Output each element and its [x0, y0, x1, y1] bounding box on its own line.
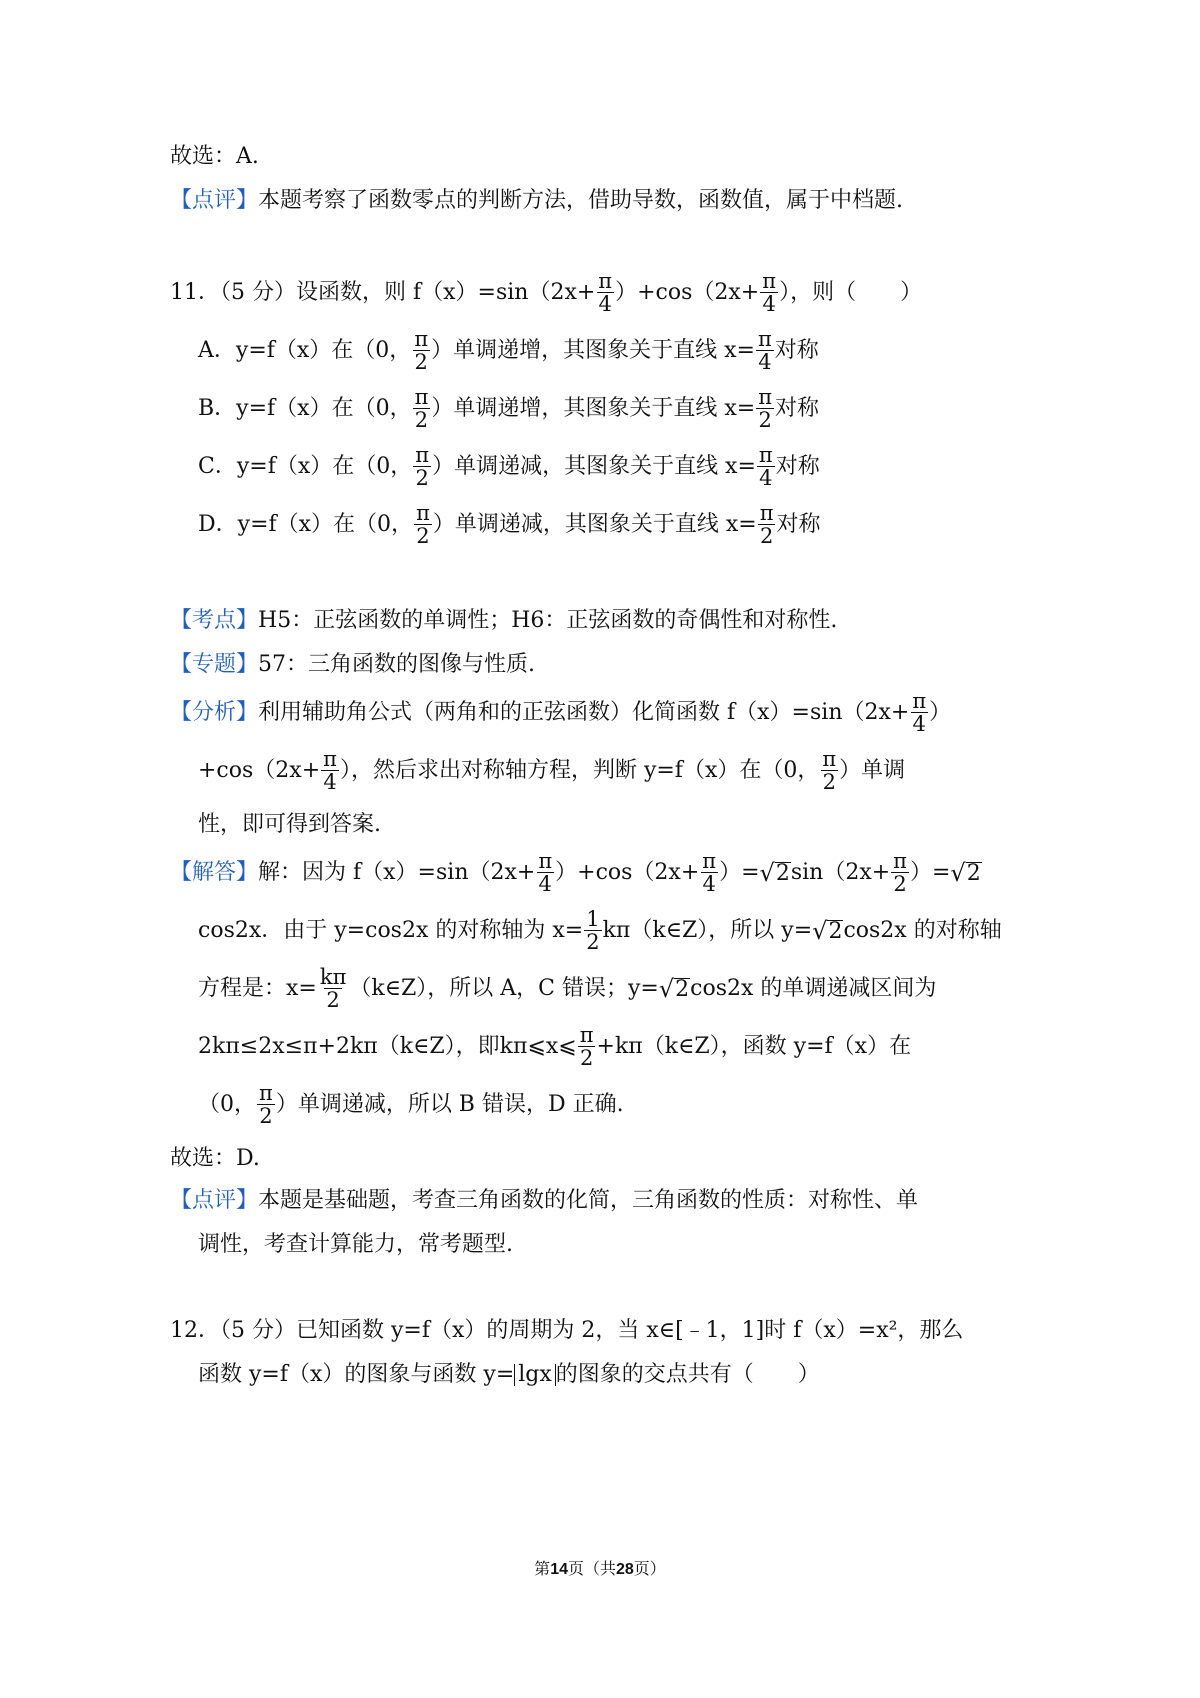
- frac-den: 2: [326, 988, 340, 1012]
- frac-den: 4: [758, 350, 772, 374]
- fenxi-text: ），然后求出对称轴方程，判断 y=f（x）在（0，: [339, 757, 820, 783]
- jieda-text: 2kπ≤2x≤π+2kπ（k∈Z），即: [198, 1033, 500, 1059]
- q12-text: 12．（5 分）已知函数 y=f（x）的周期为 2，当 x∈[﹣1，1]时 f（x）=x²，那么: [170, 1318, 964, 1343]
- jieda-text: +kπ（k∈Z），函数 y=f（x）在: [596, 1033, 912, 1059]
- jieda-text: 方程是：x=: [198, 975, 317, 1001]
- fraction-pi-over-2: [758, 502, 776, 547]
- option-d: [198, 502, 821, 547]
- question-11-stem: [170, 270, 922, 315]
- choice-11: [170, 1148, 260, 1170]
- fraction-pi-over-2: [891, 850, 909, 895]
- option-text: ）单调递增，其图象关于直线 x=: [431, 395, 756, 421]
- sqrt-two: √ 2: [950, 858, 981, 887]
- jieda-line-2: [198, 908, 1002, 953]
- fenxi-line-3: [198, 814, 381, 836]
- frac-den: 2: [259, 1104, 273, 1128]
- jieda-text: ）+cos（2x+: [555, 859, 700, 885]
- fraction-pi-over-4: [760, 270, 778, 315]
- frac-den: 4: [912, 712, 926, 736]
- sqrt-arg: 2: [675, 976, 690, 1002]
- review-11-line-1: [170, 1190, 918, 1212]
- fraction-pi-over-2: [413, 444, 431, 489]
- jieda-text: 解：因为 f（x）=sin（2x+: [258, 859, 536, 885]
- jieda-tag: 【解答】: [170, 859, 259, 885]
- jieda-text: cos2x 的对称轴: [843, 917, 1002, 943]
- fraction-pi-over-4: [536, 850, 554, 895]
- option-c: [198, 444, 820, 489]
- frac-num: π: [323, 747, 337, 771]
- q12-text: 的图象的交点共有（ ）: [555, 1362, 820, 1387]
- fraction-pi-over-4: [757, 444, 775, 489]
- review-text: 本题考察了函数零点的判断方法，借助导数，函数值，属于中档题.: [258, 188, 904, 213]
- frac-den: 2: [414, 350, 428, 374]
- prev-choice: [170, 146, 259, 168]
- frac-den: 4: [323, 770, 337, 794]
- fenxi-text: +cos（2x+: [198, 757, 321, 783]
- option-label: D．y=f（x）在（0，: [198, 511, 414, 537]
- jieda-text: kπ（k∈Z），所以 y=: [602, 917, 813, 943]
- question-12-line-2: [198, 1364, 820, 1386]
- jieda-text: ）=: [719, 859, 760, 885]
- frac-den: 4: [598, 292, 612, 316]
- option-label: A．y=f（x）在（0，: [198, 337, 412, 363]
- jieda-line-3: [198, 966, 936, 1011]
- stem-text: ），则（ ）: [779, 279, 923, 305]
- jieda-line-5: [198, 1082, 624, 1127]
- frac-num: π: [762, 269, 777, 293]
- fraction-pi-over-2: [756, 386, 774, 431]
- frac-den: 4: [762, 292, 776, 316]
- option-end: 对称: [774, 337, 819, 363]
- review-tag: 【点评】: [170, 188, 259, 213]
- zhuanti: [170, 654, 535, 676]
- frac-den: 4: [538, 872, 552, 896]
- fraction-kpi-over-2: [318, 966, 349, 1011]
- option-end: 对称: [775, 453, 820, 479]
- q12-text: 函数 y=f（x）的图象与函数 y=: [198, 1362, 515, 1387]
- jieda-math: kπ⩽x⩽: [499, 1033, 577, 1059]
- fenxi-text: 性，即可得到答案.: [198, 812, 381, 837]
- question-12-line-1: [170, 1320, 963, 1342]
- option-a: [198, 328, 819, 373]
- frac-den: 2: [758, 408, 772, 432]
- fraction-one-half: [584, 908, 601, 953]
- kaodian-tag: 【考点】: [170, 608, 259, 633]
- jieda-text: ）=: [909, 859, 951, 885]
- frac-num: π: [416, 501, 430, 525]
- frac-num: π: [757, 327, 772, 351]
- frac-num: π: [415, 443, 430, 467]
- fraction-pi-over-4: [700, 850, 718, 895]
- jieda-text: sin（2x+: [790, 859, 891, 885]
- footer-mid: 页（共: [567, 1559, 616, 1578]
- choice-text: 故选：D.: [170, 1146, 260, 1171]
- jieda-line-4: [198, 1024, 911, 1069]
- sqrt-arg: 2: [828, 918, 843, 944]
- frac-num: π: [759, 501, 774, 525]
- frac-num: π: [414, 327, 429, 351]
- page-footer: [0, 1556, 1200, 1579]
- sqrt-two: √ 2: [812, 916, 843, 945]
- fenxi-tag: 【分析】: [170, 699, 259, 725]
- frac-num: π: [259, 1081, 273, 1105]
- sqrt-two: √ 2: [759, 858, 790, 887]
- option-text: ）单调递减，其图象关于直线 x=: [432, 511, 757, 537]
- abs-lgx: lgx: [514, 1364, 556, 1386]
- fenxi-line-1: [170, 690, 951, 735]
- jieda-text: ）单调递减，所以 B 错误，D 正确.: [275, 1091, 624, 1117]
- frac-den: 2: [822, 770, 836, 794]
- fraction-pi-over-2: [412, 328, 430, 373]
- frac-num: π: [414, 385, 429, 409]
- stem-text: ）+cos（2x+: [615, 279, 760, 305]
- frac-den: 4: [702, 872, 716, 896]
- jieda-text: cos2x．由于 y=cos2x 的对称轴为 x=: [198, 917, 584, 943]
- option-label: C．y=f（x）在（0，: [198, 453, 413, 479]
- zhuanti-text: 57：三角函数的图像与性质.: [258, 652, 536, 677]
- jieda-line-1: [170, 850, 982, 895]
- footer-pre: 第: [534, 1559, 551, 1578]
- option-text: ）单调递增，其图象关于直线 x=: [431, 337, 755, 363]
- review-tag: 【点评】: [170, 1188, 259, 1213]
- frac-den: 2: [759, 524, 774, 548]
- frac-den: 2: [893, 872, 907, 896]
- jieda-text: （0，: [198, 1091, 256, 1117]
- jieda-text: cos2x 的单调递减区间为: [690, 975, 937, 1001]
- frac-num: π: [893, 849, 907, 873]
- frac-den: 2: [416, 524, 430, 548]
- footer-total-pages: 28: [616, 1561, 634, 1578]
- frac-den: 2: [414, 408, 429, 432]
- fenxi-text: 利用辅助角公式（两角和的正弦函数）化简函数 f（x）=sin（2x+: [258, 699, 910, 725]
- footer-page-number: 14: [550, 1561, 568, 1578]
- frac-den: 2: [579, 1046, 594, 1070]
- frac-den: 2: [586, 930, 600, 954]
- review-text: 本题是基础题，考查三角函数的化简，三角函数的性质：对称性、单: [258, 1188, 919, 1213]
- fraction-pi-over-2: [257, 1082, 275, 1127]
- kaodian: [170, 610, 837, 632]
- frac-num: π: [758, 443, 773, 467]
- zhuanti-tag: 【专题】: [170, 652, 259, 677]
- option-end: 对称: [776, 511, 821, 537]
- option-end: 对称: [775, 395, 820, 421]
- fraction-pi-over-4: [910, 690, 928, 735]
- sqrt-two: √ 2: [658, 974, 690, 1003]
- prev-choice-text: 故选：A.: [170, 144, 259, 169]
- frac-num: π: [822, 747, 837, 771]
- fenxi-line-2: [198, 748, 905, 793]
- frac-num: π: [579, 1023, 594, 1047]
- frac-num: π: [758, 385, 773, 409]
- frac-num: π: [702, 849, 717, 873]
- fenxi-text: ）: [929, 699, 952, 725]
- footer-post: 页）: [633, 1559, 666, 1578]
- fraction-pi-over-2: [414, 502, 432, 547]
- option-label: B．y=f（x）在（0，: [198, 395, 412, 421]
- frac-den: 2: [415, 466, 429, 490]
- kaodian-text: H5：正弦函数的单调性；H6：正弦函数的奇偶性和对称性.: [258, 608, 838, 633]
- fraction-pi-over-4: [596, 270, 614, 315]
- review-text: 调性，考查计算能力，常考题型.: [198, 1232, 513, 1257]
- jieda-text: （k∈Z），所以 A，C 错误；y=: [349, 975, 659, 1001]
- frac-num: kπ: [319, 965, 347, 989]
- frac-num: 1: [586, 907, 600, 931]
- fraction-pi-over-2: [413, 386, 431, 431]
- fraction-pi-over-2: [820, 748, 838, 793]
- prev-review: [170, 190, 903, 212]
- frac-num: π: [912, 689, 927, 713]
- sqrt-arg: 2: [775, 860, 790, 886]
- frac-num: π: [598, 269, 613, 293]
- option-text: ）单调递减，其图象关于直线 x=: [432, 453, 756, 479]
- fraction-pi-over-4: [321, 748, 339, 793]
- stem-text: 11．（5 分）设函数，则 f（x）=sin（2x+: [170, 279, 596, 305]
- frac-den: 4: [759, 466, 773, 490]
- fraction-pi-over-2: [578, 1024, 596, 1069]
- sqrt-arg: 2: [966, 860, 981, 886]
- frac-num: π: [538, 849, 553, 873]
- review-11-line-2: [198, 1234, 513, 1256]
- fraction-pi-over-4: [756, 328, 774, 373]
- option-b: [198, 386, 819, 431]
- fenxi-text: ）单调: [839, 757, 906, 783]
